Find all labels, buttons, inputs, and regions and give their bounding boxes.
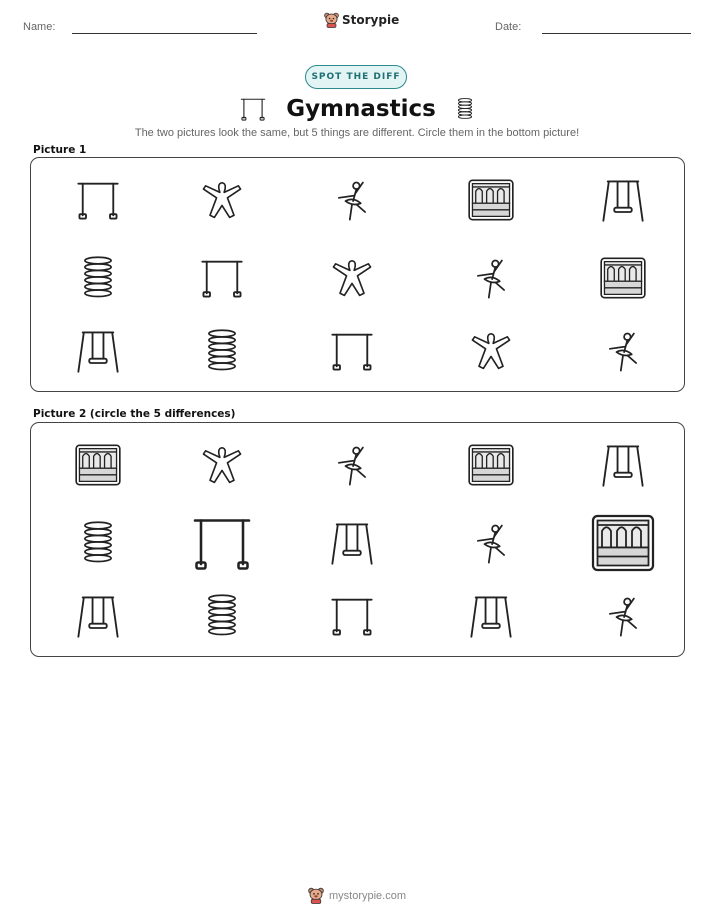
grid-cell [467,327,515,375]
grid-cell[interactable] [328,519,376,567]
gym-hall-icon [467,176,515,224]
grid-cell[interactable] [599,592,647,640]
ballerina-icon [599,592,647,640]
grid-cell [198,176,246,224]
grid-cell[interactable] [74,592,122,640]
grid-cell [599,254,647,302]
gym-hall-icon [74,441,122,489]
grid-cell [467,254,515,302]
instructions: The two pictures look the same, but 5 things are different. Circle them in the bottom picture! [134,127,580,139]
picture1-panel [30,157,685,392]
grid-cell [599,327,647,375]
bar-icon [328,327,376,375]
picture2-label: Picture 2 (circle the 5 differences) [33,408,236,420]
picture2-panel[interactable] [30,422,685,657]
gym-hall-icon [467,441,515,489]
star-jump-figure-icon [328,254,376,302]
bar-icon [198,254,246,302]
grid-cell [74,176,122,224]
swing-icon [599,441,647,489]
swing-icon [467,592,515,640]
spring-icon [454,94,476,124]
title-text: Gymnastics [286,96,436,122]
grid-cell [198,327,246,375]
grid-cell[interactable] [467,519,515,567]
footer [0,887,714,904]
star-jump-figure-icon [198,176,246,224]
gym-hall-icon [590,510,656,576]
brand-logo [324,12,399,28]
grid-cell[interactable] [198,441,246,489]
grid-cell [198,254,246,302]
brand-name: Storypie [342,13,400,27]
grid-cell [328,254,376,302]
spring-icon [74,519,122,567]
star-jump-figure-icon [198,441,246,489]
grid-cell[interactable] [74,441,122,489]
ballerina-icon [328,441,376,489]
gym-hall-icon [599,254,647,302]
spot-the-diff-badge: SPOT THE DIFF [305,65,407,89]
grid-cell[interactable] [328,441,376,489]
bear-mascot-icon [308,887,324,904]
page-title [220,92,494,126]
grid-cell[interactable] [328,592,376,640]
picture1-label: Picture 1 [33,144,87,156]
name-label: Name: [23,21,56,33]
grid-cell[interactable] [590,510,656,576]
date-label: Date: [495,21,522,33]
grid-cell [467,176,515,224]
bar-icon [328,592,376,640]
grid-cell[interactable] [467,592,515,640]
bear-mascot-icon [324,12,339,28]
grid-cell[interactable] [198,592,246,640]
swing-icon [74,327,122,375]
ballerina-icon [467,254,515,302]
swing-icon [74,592,122,640]
date-line[interactable] [542,33,691,34]
grid-cell[interactable] [189,510,255,576]
ballerina-icon [467,519,515,567]
spring-icon [74,254,122,302]
ballerina-icon [328,176,376,224]
grid-cell[interactable] [74,519,122,567]
swing-icon [599,176,647,224]
bar-icon [238,96,268,122]
star-jump-figure-icon [467,327,515,375]
grid-cell [328,327,376,375]
grid-cell [328,176,376,224]
footer-url[interactable]: mystorypie.com [328,889,407,902]
grid-cell [74,254,122,302]
name-line[interactable] [72,33,257,34]
grid-cell[interactable] [599,441,647,489]
grid-cell[interactable] [467,441,515,489]
grid-cell [599,176,647,224]
bar-icon [189,510,255,576]
grid-cell [74,327,122,375]
spring-icon [198,327,246,375]
bar-icon [74,176,122,224]
ballerina-icon [599,327,647,375]
spring-icon [198,592,246,640]
swing-icon [328,519,376,567]
